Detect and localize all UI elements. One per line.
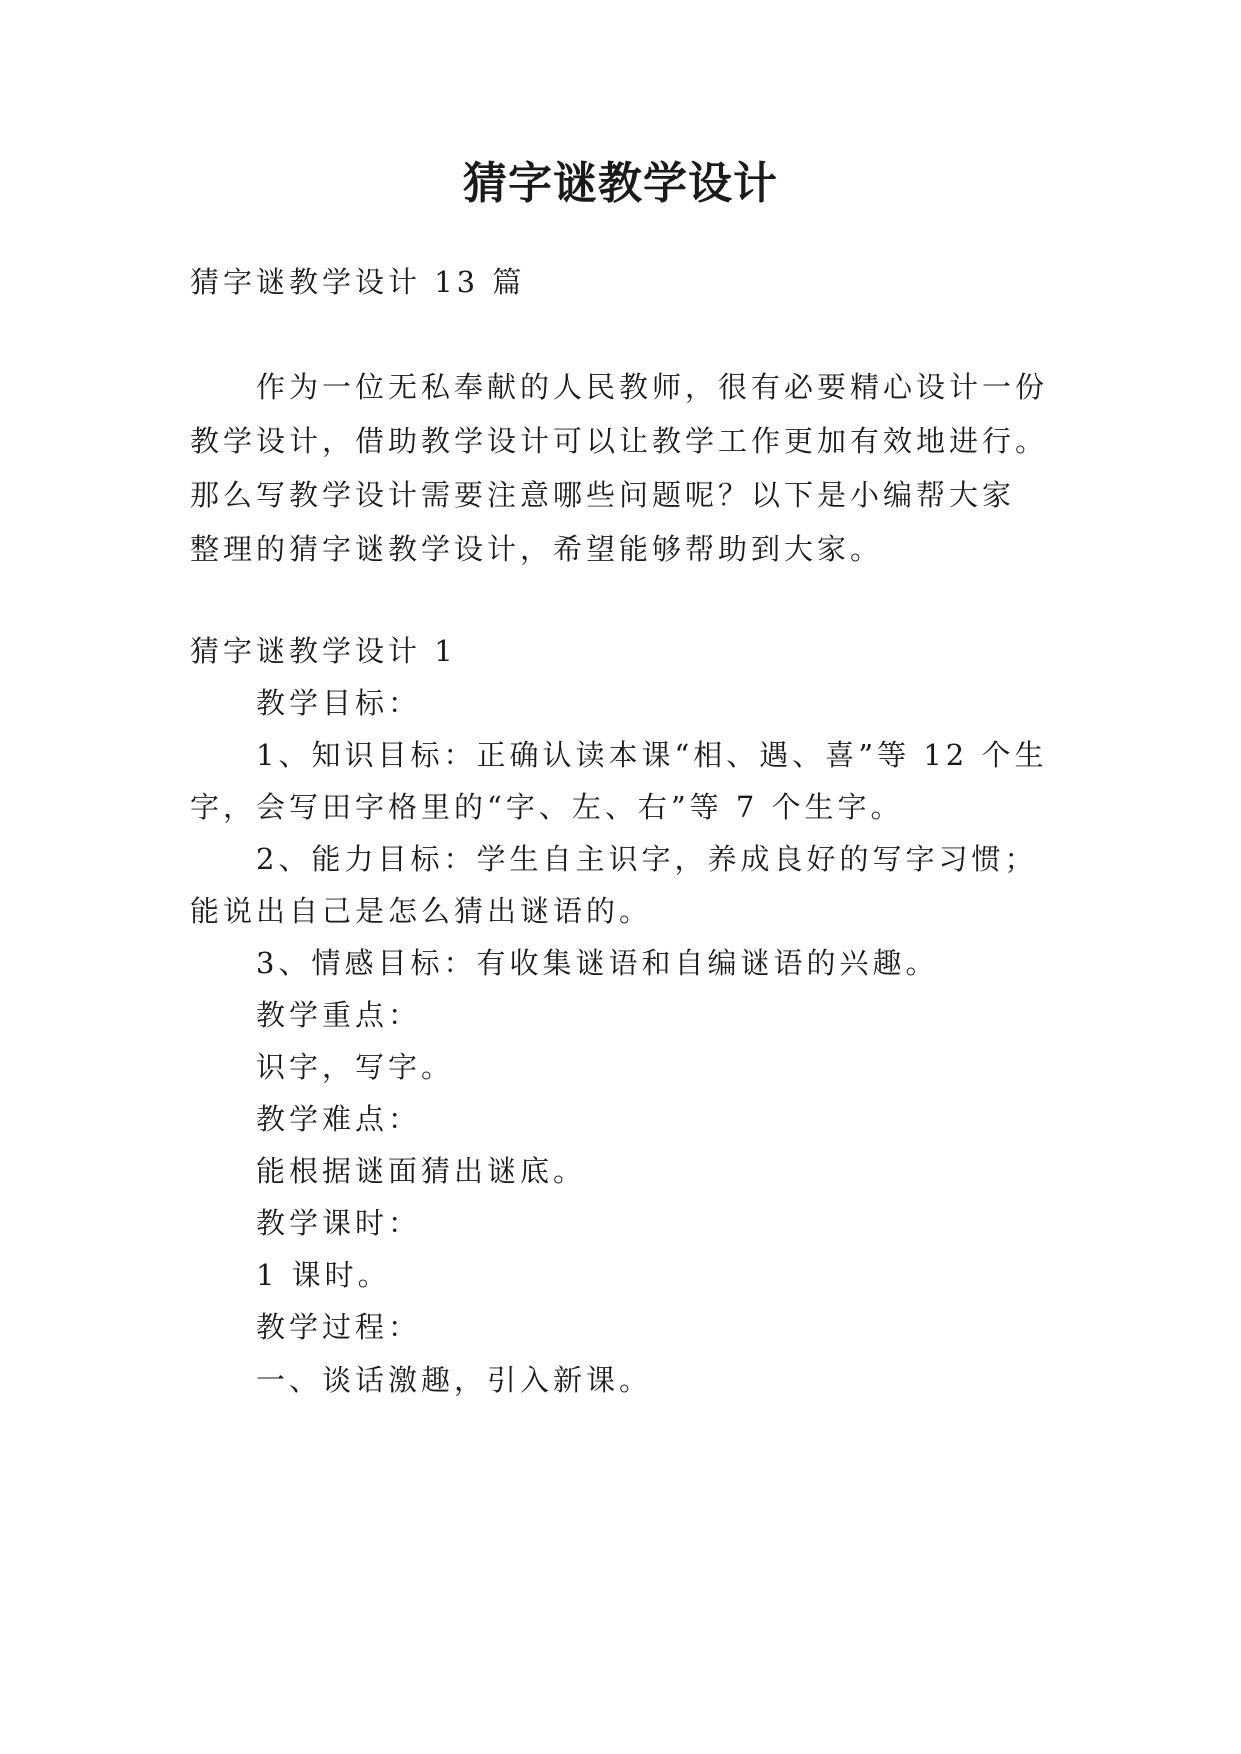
body-line: 字，会写田字格里的“字、左、右”等 7 个生字。 <box>190 790 904 824</box>
intro-line-4: 整理的猜字谜教学设计，希望能够帮助到大家。 <box>190 532 884 566</box>
section-heading: 猜字谜教学设计 1 <box>190 634 457 668</box>
document-subtitle: 猜字谜教学设计 13 篇 <box>190 265 526 299</box>
body-line: 识字，写字。 <box>256 1050 455 1084</box>
body-line: 教学课时： <box>256 1206 422 1240</box>
body-line: 1、知识目标：正确认读本课“相、遇、喜”等 12 个生 <box>256 738 1048 772</box>
intro-line-2: 教学设计，借助教学设计可以让教学工作更加有效地进行。 <box>190 424 1049 458</box>
body-line: 教学目标： <box>256 686 422 720</box>
body-line: 1 课时。 <box>256 1258 391 1292</box>
document-title: 猜字谜教学设计 <box>463 158 778 209</box>
body-line: 2、能力目标：学生自主识字，养成良好的写字习惯； <box>256 842 1038 876</box>
body-line: 教学重点： <box>256 998 422 1032</box>
intro-line-1: 作为一位无私奉献的人民教师，很有必要精心设计一份 <box>256 370 1049 404</box>
body-line: 教学难点： <box>256 1102 422 1136</box>
body-line: 能说出自己是怎么猜出谜语的。 <box>190 894 653 928</box>
intro-line-3: 那么写教学设计需要注意哪些问题呢？以下是小编帮大家 <box>190 478 1016 512</box>
body-line: 能根据谜面猜出谜底。 <box>256 1154 587 1188</box>
body-line: 3、情感目标：有收集谜语和自编谜语的兴趣。 <box>256 946 939 980</box>
body-line: 一、谈话激趣，引入新课。 <box>256 1363 653 1397</box>
body-line: 教学过程： <box>256 1310 422 1344</box>
